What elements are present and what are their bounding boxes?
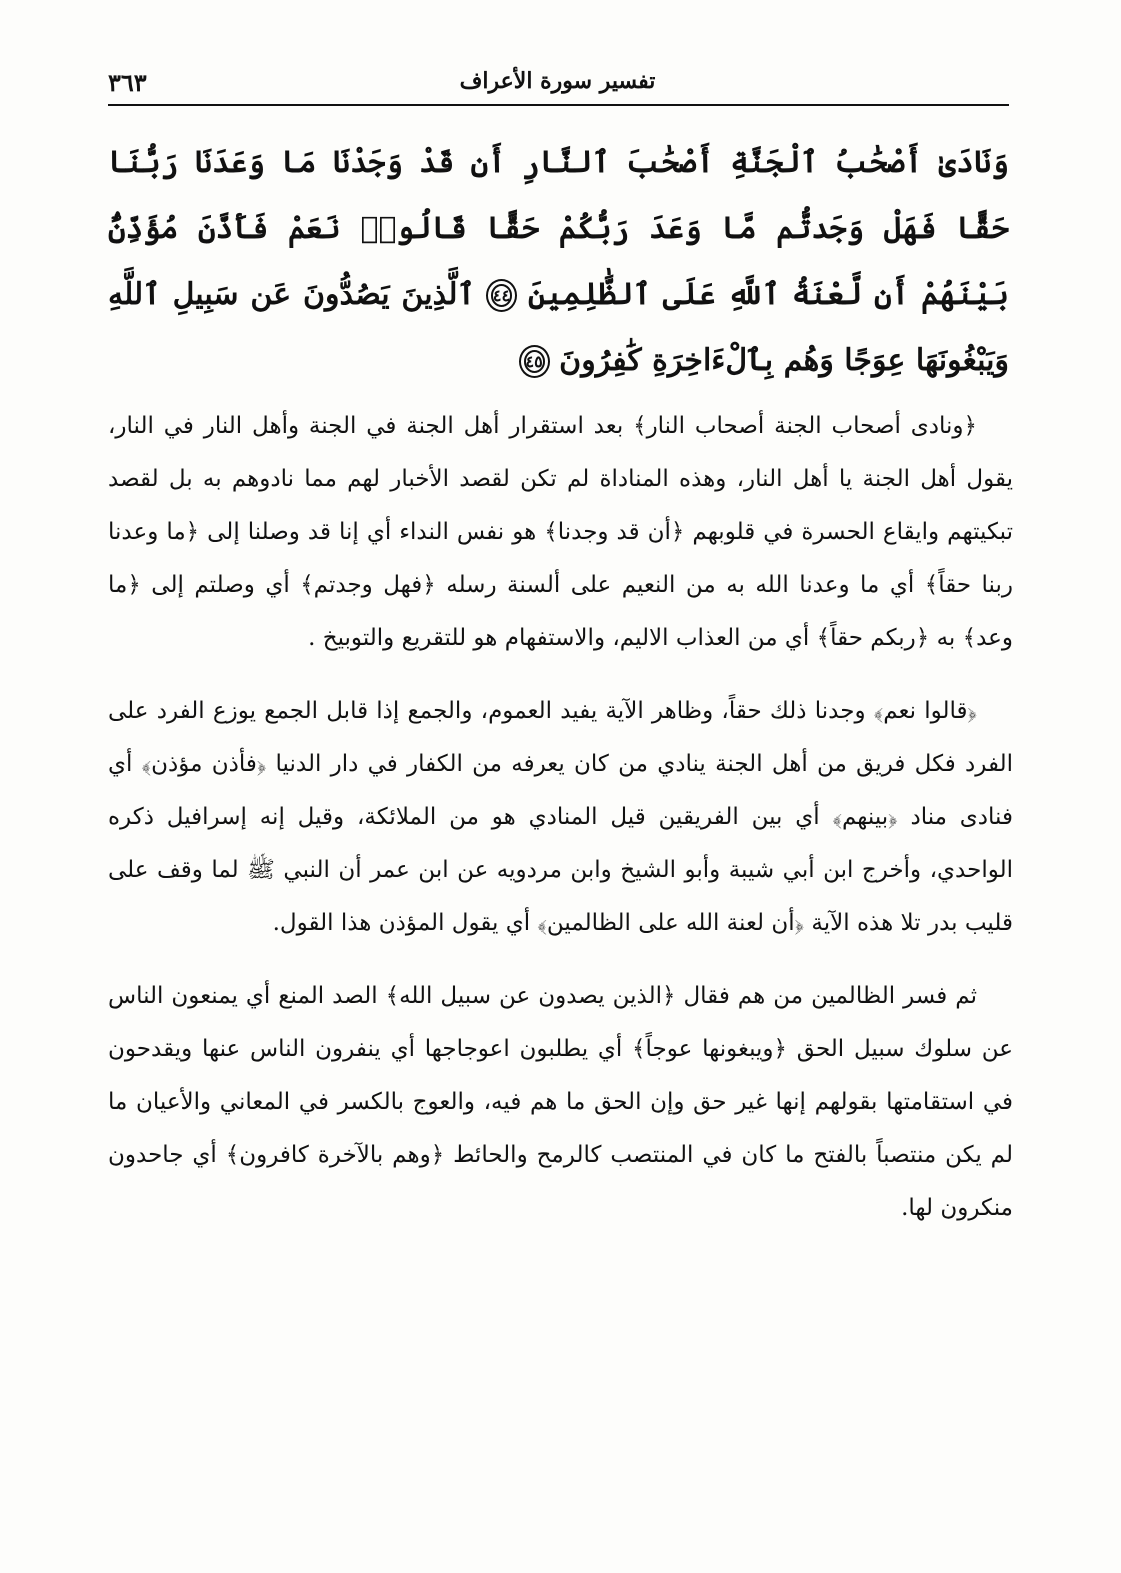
commentary-text xyxy=(108,400,1013,1255)
verse-text-45: ٱلَّذِينَ يَصُدُّونَ عَن سَبِيلِ ٱللَّهِ وَيَبْغُونَهَا عِوَجًا وَهُم بِٱلْءَاخِرَةِ كَٰفِرُونَ xyxy=(108,277,1009,378)
page-number: ٣٦٣ xyxy=(108,68,147,97)
commentary-paragraph: ﴿قالوا نعم﴾ وجدنا ذلك حقاً، وظاهر الآية يفيد العموم، والجمع إذا قابل الجمع يوزع الفرد على الفرد فكل فريق من أهل الجنة ينادي من كان يعرفه من الكفار في دار الدنيا ﴿فأذن مؤذن﴾ أي فنادى مناد ﴿بينهم﴾ أي بين الفريقين قيل المنادي هو من الملائكة، وقيل إنه إسرافيل ذكره الواحدي، وأخرج ابن أبي شيبة وأبو الشيخ وابن مردويه عن ابن عمر أن النبي ﷺ لما وقف على قليب بدر تلا هذه الآية ﴿أن لعنة الله على الظالمين﴾ أي يقول المؤذن هذا القول. xyxy=(108,698,1014,936)
commentary-paragraph: ثم فسر الظالمين من هم فقال ﴿الذين يصدون عن سبيل الله﴾ الصد المنع أي يمنعون الناس عن سلوك سبيل الحق ﴿ويبغونها عوجاً﴾ أي يطلبون اعوجاجها أي ينفرون الناس عنها ويقدحون في استقامتها بقولهم إنها غير حق وإن الحق ما هم فيه، والعوج بالكسر في المعاني والأعيان ما لم يكن منتصباً بالفتح ما كان في المنتصب كالرمح والحائط ﴿وهم بالآخرة كافرون﴾ أي جاحدون منكرون لها. xyxy=(108,983,1013,1221)
verse-text-44: وَنَادَىٰ أَصْحَٰبُ ٱلْجَنَّةِ أَصْحَٰبَ ٱلنَّارِ أَن قَدْ وَجَدْنَا مَا وَعَدَنَا رَبُّنَا حَقًّا فَهَلْ وَجَدتُّم مَّا وَعَدَ رَبُّكُمْ حَقًّا قَالُوا۟ نَعَمْ فَأَذَّنَ مُؤَذِّنٌۢ بَيْنَهُمْ أَن لَّعْنَةُ ٱللَّهِ عَلَى ٱلظَّٰلِمِينَ xyxy=(108,145,1009,312)
running-title: تفسير سورة الأعراف xyxy=(459,68,656,94)
header-rule xyxy=(108,104,1009,106)
commentary-paragraph: ﴿ونادى أصحاب الجنة أصحاب النار﴾ بعد استقرار أهل الجنة في الجنة وأهل النار في النار، يقول أهل الجنة يا أهل النار، وهذه المناداة لم تكن لقصد الأخبار لهم مما نادوهم به بل لقصد تبكيتهم وايقاع الحسرة في قلوبهم ﴿أن قد وجدنا﴾ هو نفس النداء أي إنا قد وصلنا إلى ﴿ما وعدنا ربنا حقاً﴾ أي ما وعدنا الله به من النعيم على ألسنة رسله ﴿فهل وجدتم﴾ أي وصلتم إلى ﴿ما وعد﴾ به ﴿ربكم حقاً﴾ أي من العذاب الاليم، والاستفهام هو للتقريع والتوبيخ . xyxy=(108,413,1013,651)
ayah-number-marker: ٤٤ xyxy=(492,286,511,305)
ayah-number-marker: ٤٥ xyxy=(525,352,543,371)
quran-verses xyxy=(108,130,1009,394)
page-header xyxy=(108,68,1007,108)
